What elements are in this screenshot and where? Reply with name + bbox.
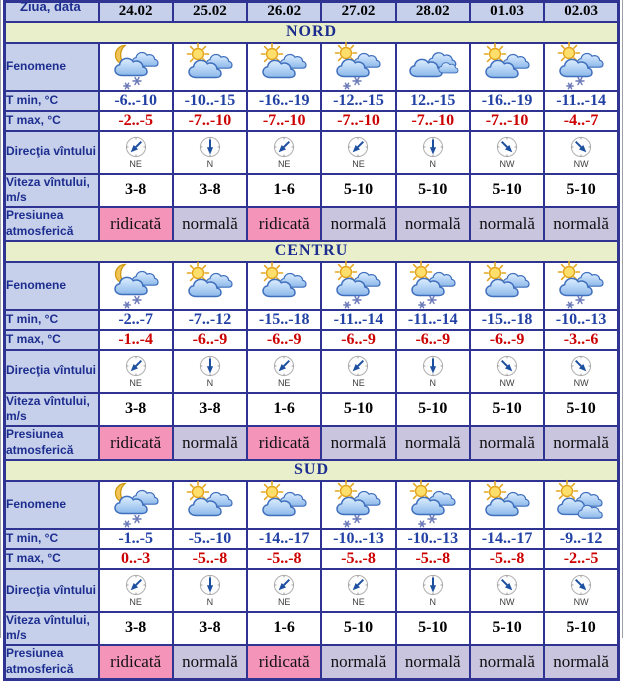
weather-icon-sun-clouds [474,44,540,90]
snowflake-icon [353,296,361,303]
tmax-cell: -5..-8 [470,549,544,569]
compass-ne-icon [346,135,370,159]
row-label-tmax: T max, °C [5,330,99,350]
wind-direction-label: NE [129,378,142,389]
row-label-tmin: T min, °C [5,91,99,111]
tmin-cell: -14..-17 [247,529,321,549]
wind-direction-cell [173,350,247,393]
wind-direction-cell [99,350,173,393]
wind-direction-label: N [206,378,214,389]
wind-direction-cell [544,131,618,174]
compass-ne-icon [272,135,296,159]
weather-icon-cell [321,481,395,529]
wind-direction-label: NE [277,159,291,169]
pressure-cell: ridicată [247,645,321,679]
weather-icon-clouds [400,44,466,90]
tmax-cell: -7..-10 [247,111,321,131]
tmax-cell: -7..-10 [396,111,470,131]
compass-nw-icon [569,354,593,378]
wind-direction-cell [470,131,544,174]
weather-icon-cell [247,262,321,310]
wind-speed-cell: 3-8 [99,393,173,426]
row-label-tmax: T max, °C [5,549,99,569]
compass-ne-icon [346,573,370,597]
tmax-cell: -5..-8 [396,549,470,569]
snowflake-icon [353,515,361,522]
wind-speed-cell: 5-10 [396,174,470,207]
tmin-cell: 12..-15 [396,91,470,111]
weather-icon-sun-clouds [251,482,317,528]
weather-icon-cell [396,262,470,310]
wind-direction-label: NE [352,597,365,608]
wind-direction-cell [321,350,395,393]
wind-direction-cell [470,569,544,612]
snowflake-icon [567,302,573,308]
tmin-cell: -15..-18 [247,310,321,330]
tmin-cell: -10..-13 [396,529,470,549]
pressure-cell: normală [544,645,618,679]
weather-icon-sun-clouds [177,482,243,528]
tmax-cell: -5..-8 [173,549,247,569]
wind-speed-cell: 5-10 [544,393,618,426]
snowflake-icon [344,83,350,89]
weather-icon-sun-clouds [474,263,540,309]
row-label-pressure: Presiunea atmosferică [5,207,99,241]
weather-icon-cell [470,262,544,310]
compass-ne-icon [124,573,148,597]
weather-icon-cell [321,43,395,91]
wind-direction-cell [321,131,395,174]
weather-icon-cell [470,43,544,91]
weather-icon-cell [396,481,470,529]
weather-icon-sun-clouds [251,263,317,309]
compass-nw-icon [569,573,593,597]
weather-icon-cell [544,262,618,310]
pressure-cell: normală [321,426,395,460]
date-header: 25.02 [173,2,247,22]
section-header-centru: CENTRU [5,241,619,262]
pressure-cell: normală [321,207,395,241]
tmax-cell: -4..-7 [544,111,618,131]
wind-direction-cell [544,569,618,612]
compass-ne-icon [346,354,370,378]
weather-icon-cell [173,481,247,529]
weather-icon-cell [544,43,618,91]
weather-icon-moon-clouds-snow [103,482,169,528]
tmin-cell: -10..-15 [173,91,247,111]
wind-speed-cell: 5-10 [544,612,618,645]
pressure-cell: normală [544,207,618,241]
pressure-cell: ridicată [247,426,321,460]
weather-icon-cell [173,43,247,91]
snowflake-icon [133,515,141,522]
row-label-pressure: Presiunea atmosferică [5,645,99,679]
compass-nw-icon [495,354,519,378]
weather-icon-cell [470,481,544,529]
section-header-nord: NORD [5,22,619,43]
pressure-cell: ridicată [247,207,321,241]
wind-direction-cell [99,569,173,612]
compass-ne-icon [124,354,148,378]
wind-speed-cell: 5-10 [321,393,395,426]
wind-direction-label: N [206,597,214,608]
compass-n-icon [198,573,222,597]
tmax-cell: -7..-10 [470,111,544,131]
compass-n-icon [198,135,222,159]
weather-icon-sun-clouds-snow [325,263,391,309]
wind-direction-label: N [429,597,437,608]
weather-icon-sun-clouds-snow [548,263,614,309]
tmax-cell: -6..-9 [470,330,544,350]
wind-direction-label: N [429,159,437,169]
wind-direction-label: NE [129,159,142,169]
tmin-cell: -5..-10 [173,529,247,549]
weather-icon-sun-clouds-snow [548,44,614,90]
wind-direction-label: NE [129,597,142,608]
row-label-fenomene: Fenomene [5,481,99,529]
tmax-cell: -6..-9 [173,330,247,350]
tmin-cell: -1..-5 [99,529,173,549]
pressure-cell: normală [396,645,470,679]
wind-direction-cell [321,569,395,612]
wind-direction-label: NE [352,159,365,169]
compass-n-icon [421,573,445,597]
wind-direction-label: NE [352,378,365,389]
wind-direction-cell [396,350,470,393]
tmin-cell: -14..-17 [470,529,544,549]
snowflake-icon [576,296,584,303]
row-label-wind-direction: Direcţia vîntului [5,569,99,612]
pressure-cell: normală [544,426,618,460]
weather-icon-sun-clouds-snow [325,482,391,528]
pressure-cell: normală [470,645,544,679]
snowflake-icon [123,302,129,308]
pressure-cell: ridicată [99,426,173,460]
pressure-cell: normală [396,426,470,460]
wind-direction-cell [470,350,544,393]
wind-speed-cell: 3-8 [173,174,247,207]
weather-icon-cell [321,262,395,310]
date-header: 27.02 [321,2,395,22]
row-label-wind-direction: Direcţia vîntului [5,131,99,174]
tmax-cell: -1..-4 [99,330,173,350]
tmax-cell: -2..-5 [99,111,173,131]
wind-direction-cell [396,131,470,174]
tmin-cell: -11..-14 [544,91,618,111]
wind-direction-label: N [206,159,214,169]
tmin-cell: -6..-10 [99,91,173,111]
weather-icon-cell [544,481,618,529]
tmax-cell: -6..-9 [321,330,395,350]
weather-icon-cell [247,481,321,529]
compass-ne-icon [272,573,296,597]
tmin-cell: -7..-12 [173,310,247,330]
compass-nw-icon [569,135,593,159]
wind-direction-cell [99,131,173,174]
corner-cell [5,2,99,22]
wind-speed-cell: 5-10 [321,612,395,645]
wind-direction-label: NW [499,159,515,169]
wind-speed-cell: 1-6 [247,612,321,645]
tmax-cell: -3..-6 [544,330,618,350]
wind-speed-cell: 1-6 [247,393,321,426]
wind-direction-label: NW [499,378,515,389]
wind-direction-label: NW [573,159,589,169]
wind-direction-cell [247,569,321,612]
tmax-cell: -2..-5 [544,549,618,569]
date-header: 24.02 [99,2,173,22]
tmax-cell: -6..-9 [247,330,321,350]
compass-n-icon [198,354,222,378]
row-label-fenomene: Fenomene [5,262,99,310]
tmax-cell: -7..-10 [173,111,247,131]
date-header: 26.02 [247,2,321,22]
tmin-cell: -2..-7 [99,310,173,330]
row-label-fenomene: Fenomene [5,43,99,91]
weather-icon-sun-heavy-clouds [548,482,614,528]
snowflake-icon [567,83,573,89]
weather-icon-sun-clouds-snow [325,44,391,90]
wind-direction-cell [396,569,470,612]
weather-icon-sun-clouds [474,482,540,528]
wind-speed-cell: 1-6 [247,174,321,207]
wind-direction-label: NE [277,597,291,608]
pressure-cell: normală [470,426,544,460]
weather-icon-cell [99,43,173,91]
compass-ne-icon [272,354,296,378]
pressure-cell: ridicată [99,207,173,241]
wind-direction-label: N [429,378,437,389]
compass-n-icon [421,135,445,159]
tmin-cell: -16..-19 [470,91,544,111]
row-label-wind-speed: Viteza vîntului, m/s [5,612,99,645]
weather-icon-cell [99,262,173,310]
tmin-cell: -12..-15 [321,91,395,111]
snowflake-icon [133,296,141,303]
wind-speed-cell: 3-8 [99,174,173,207]
tmin-cell: -10..-13 [544,310,618,330]
pressure-cell: normală [470,207,544,241]
snowflake-icon [428,515,436,522]
wind-speed-cell: 5-10 [396,612,470,645]
section-header-sud: SUD [5,460,619,481]
wind-direction-cell [247,131,321,174]
tmax-cell: -7..-10 [321,111,395,131]
row-label-wind-direction: Direcţia vîntului [5,350,99,393]
snowflake-icon [123,83,129,89]
weather-icon-sun-clouds-snow [400,263,466,309]
weather-icon-cell [173,262,247,310]
weather-icon-cell [247,43,321,91]
pressure-cell: normală [396,207,470,241]
snowflake-icon [428,296,436,303]
tmin-cell: -16..-19 [247,91,321,111]
compass-nw-icon [495,135,519,159]
tmin-cell: -9..-12 [544,529,618,549]
pressure-cell: normală [321,645,395,679]
wind-speed-cell: 5-10 [396,393,470,426]
snowflake-icon [133,77,141,84]
compass-ne-icon [124,135,148,159]
snowflake-icon [419,521,425,527]
tmax-cell: -6..-9 [396,330,470,350]
wind-direction-label: NE [277,378,291,389]
row-label-wind-speed: Viteza vîntului, m/s [5,174,99,207]
date-header: 02.03 [544,2,618,22]
pressure-cell: ridicată [99,645,173,679]
weather-icon-moon-clouds-snow [103,44,169,90]
snowflake-icon [344,521,350,527]
snowflake-icon [353,77,361,84]
weather-icon-sun-clouds [251,44,317,90]
wind-speed-cell: 3-8 [173,393,247,426]
compass-nw-icon [495,573,519,597]
weather-icon-sun-clouds [177,44,243,90]
row-label-tmax: T max, °C [5,111,99,131]
wind-direction-cell [544,350,618,393]
tmax-cell: -5..-8 [321,549,395,569]
weather-icon-cell [99,481,173,529]
wind-direction-label: NW [573,597,589,608]
wind-speed-cell: 5-10 [321,174,395,207]
weather-icon-sun-clouds [177,263,243,309]
tmin-cell: -11..-14 [396,310,470,330]
tmin-cell: -15..-18 [470,310,544,330]
date-header: 28.02 [396,2,470,22]
row-label-tmin: T min, °C [5,529,99,549]
snowflake-icon [419,302,425,308]
wind-speed-cell: 5-10 [544,174,618,207]
tmin-cell: -11..-14 [321,310,395,330]
tmax-cell: -5..-8 [247,549,321,569]
pressure-cell: normală [173,207,247,241]
snowflake-icon [576,77,584,84]
tmin-cell: -10..-13 [321,529,395,549]
pressure-cell: normală [173,645,247,679]
weather-icon-cell [396,43,470,91]
wind-speed-cell: 5-10 [470,393,544,426]
wind-direction-label: NW [573,378,589,389]
weather-icon-moon-clouds-snow [103,263,169,309]
wind-speed-cell: 3-8 [173,612,247,645]
wind-direction-label: NW [499,597,515,608]
row-label-pressure: Presiunea atmosferică [5,426,99,460]
row-label-tmin: T min, °C [5,310,99,330]
tmax-cell: 0..-3 [99,549,173,569]
compass-n-icon [421,354,445,378]
date-header: 01.03 [470,2,544,22]
wind-speed-cell: 5-10 [470,174,544,207]
row-label-wind-speed: Viteza vîntului, m/s [5,393,99,426]
snowflake-icon [123,521,129,527]
wind-direction-cell [173,131,247,174]
snowflake-icon [344,302,350,308]
wind-direction-cell [173,569,247,612]
wind-speed-cell: 3-8 [99,612,173,645]
wind-direction-cell [247,350,321,393]
weather-icon-sun-clouds-snow [400,482,466,528]
corner-label: Ziua, data [20,0,81,14]
weather-forecast-table [3,0,620,681]
pressure-cell: normală [173,426,247,460]
wind-speed-cell: 5-10 [470,612,544,645]
